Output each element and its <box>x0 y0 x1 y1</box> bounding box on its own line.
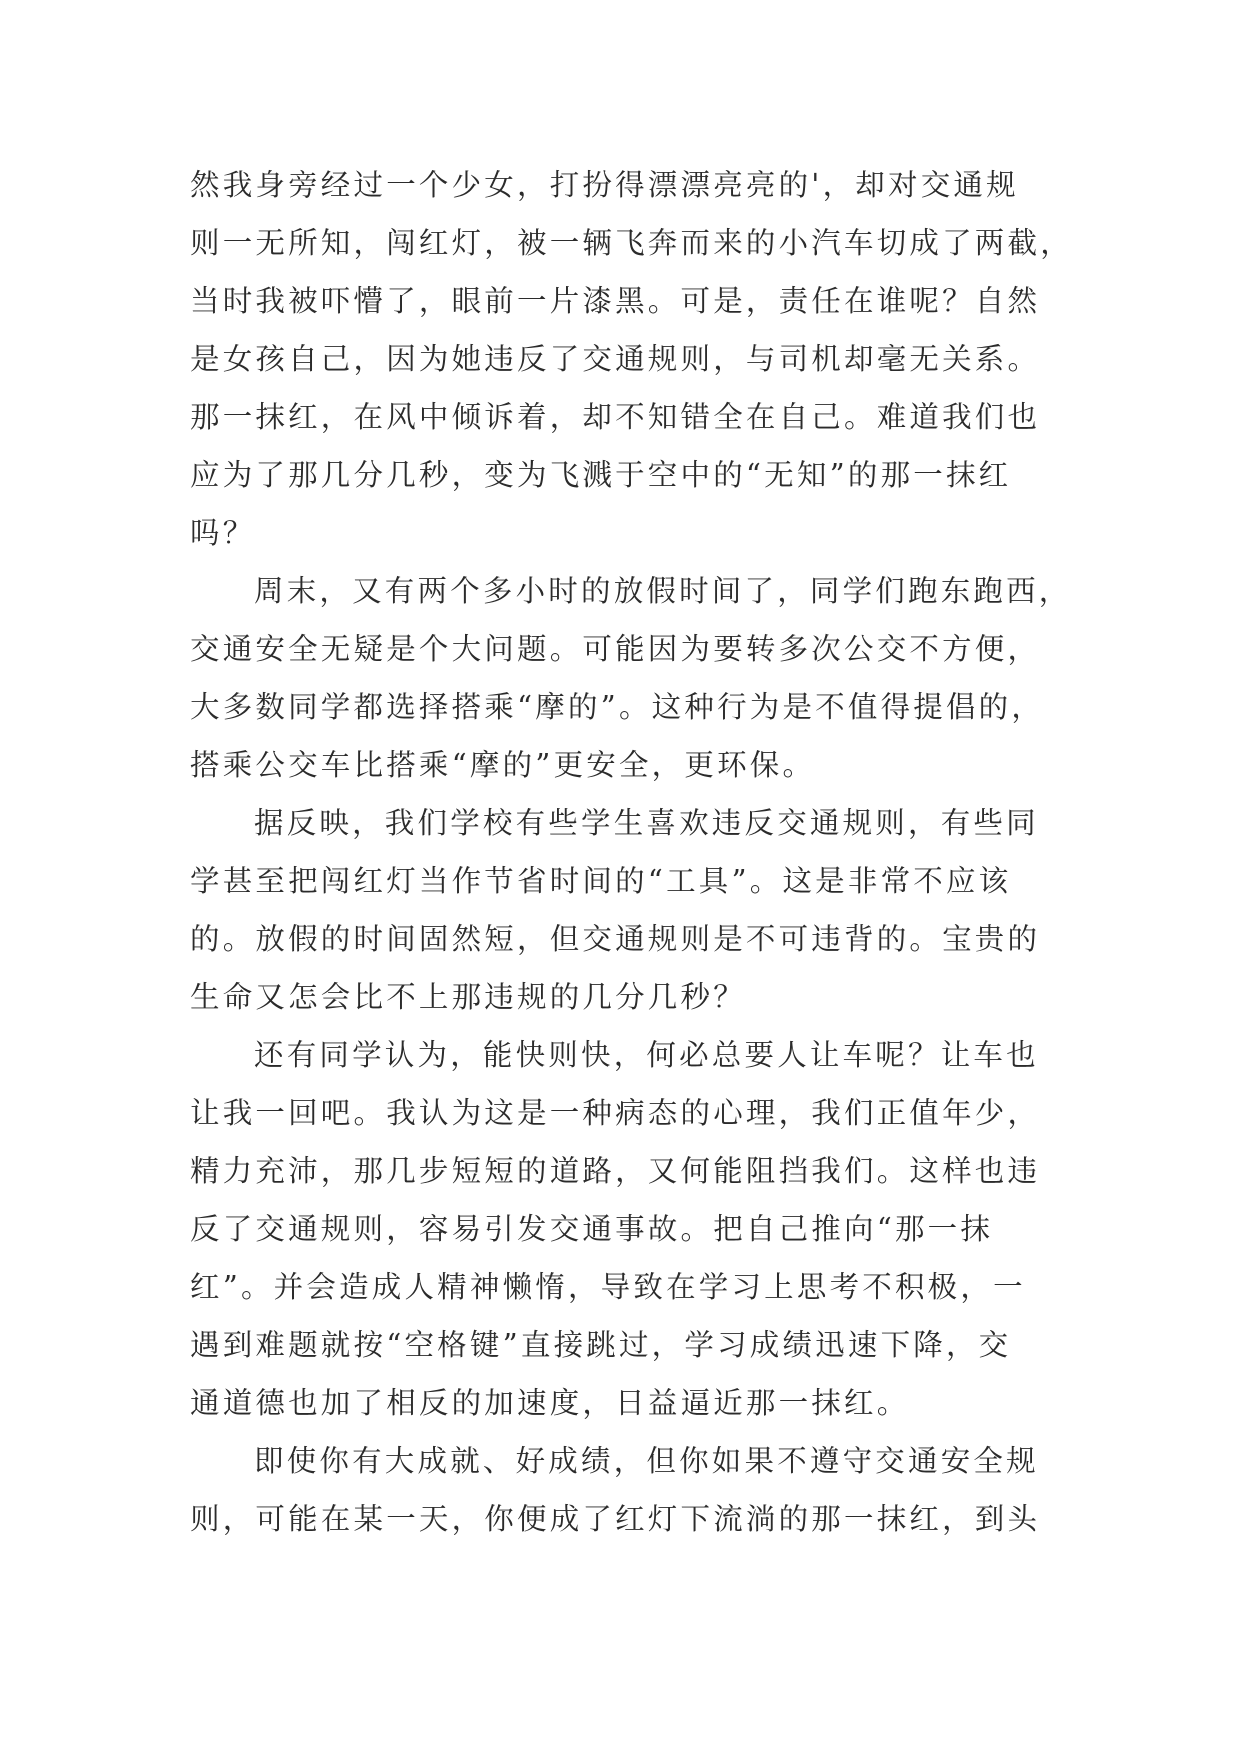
text-line: 那一抹红，在风中倾诉着，却不知错全在自己。难道我们也 <box>190 400 1041 434</box>
text-line: 即使你有大成就、好成绩，但你如果不遵守交通安全规 <box>254 1444 1039 1478</box>
text-line: 然我身旁经过一个少女，打扮得漂漂亮亮的'，却对交通规 <box>190 168 1019 202</box>
text-line: 的。放假的时间固然短，但交通规则是不可违背的。宝贵的 <box>190 922 1041 956</box>
text-line: 交通安全无疑是个大问题。可能因为要转多次公交不方便， <box>190 632 1041 666</box>
paragraph-2 <box>190 562 1072 794</box>
text-line: 通道德也加了相反的加速度，日益逼近那一抹红。 <box>190 1386 910 1420</box>
text-line: 应为了那几分几秒，变为飞溅于空中的“无知”的那一抹红 <box>190 458 1012 492</box>
text-line: 精力充沛，那几步短短的道路，又何能阻挡我们。这样也违 <box>190 1154 1041 1188</box>
text-line: 红”。并会造成人精神懒惰，导致在学习上思考不积极，一 <box>190 1270 1026 1304</box>
text-line: 周末，又有两个多小时的放假时间了，同学们跑东跑西， <box>254 574 1072 608</box>
document-body <box>190 156 1073 1548</box>
text-line: 据反映，我们学校有些学生喜欢违反交通规则，有些同 <box>254 806 1039 840</box>
text-line: 则一无所知，闯红灯，被一辆飞奔而来的小汽车切成了两截， <box>190 226 1073 260</box>
text-line: 还有同学认为，能快则快，何必总要人让车呢？让车也 <box>254 1038 1039 1072</box>
text-line: 反了交通规则，容易引发交通事故。把自己推向“那一抹 <box>190 1212 994 1246</box>
text-line: 遇到难题就按“空格键”直接跳过，学习成绩迅速下降，交 <box>190 1328 1012 1362</box>
text-line: 是女孩自己，因为她违反了交通规则，与司机却毫无关系。 <box>190 342 1041 376</box>
paragraph-4 <box>190 1026 1060 1432</box>
paragraph-3 <box>190 794 1060 1026</box>
text-line: 大多数同学都选择搭乘“摩的”。这种行为是不值得提倡的， <box>190 690 1045 724</box>
text-line: 生命又怎会比不上那违规的几分几秒？ <box>190 980 746 1014</box>
paragraph-5 <box>190 1432 1060 1548</box>
text-line: 搭乘公交车比搭乘“摩的”更安全，更环保。 <box>190 748 816 782</box>
text-line: 让我一回吧。我认为这是一种病态的心理，我们正值年少， <box>190 1096 1041 1130</box>
text-line: 吗？ <box>190 516 256 550</box>
text-line: 当时我被吓懵了，眼前一片漆黑。可是，责任在谁呢？自然 <box>190 284 1041 318</box>
paragraph-1 <box>190 156 1073 562</box>
text-line: 学甚至把闯红灯当作节省时间的“工具”。这是非常不应该 <box>190 864 1012 898</box>
text-line: 则，可能在某一天，你便成了红灯下流淌的那一抹红，到头 <box>190 1502 1041 1536</box>
